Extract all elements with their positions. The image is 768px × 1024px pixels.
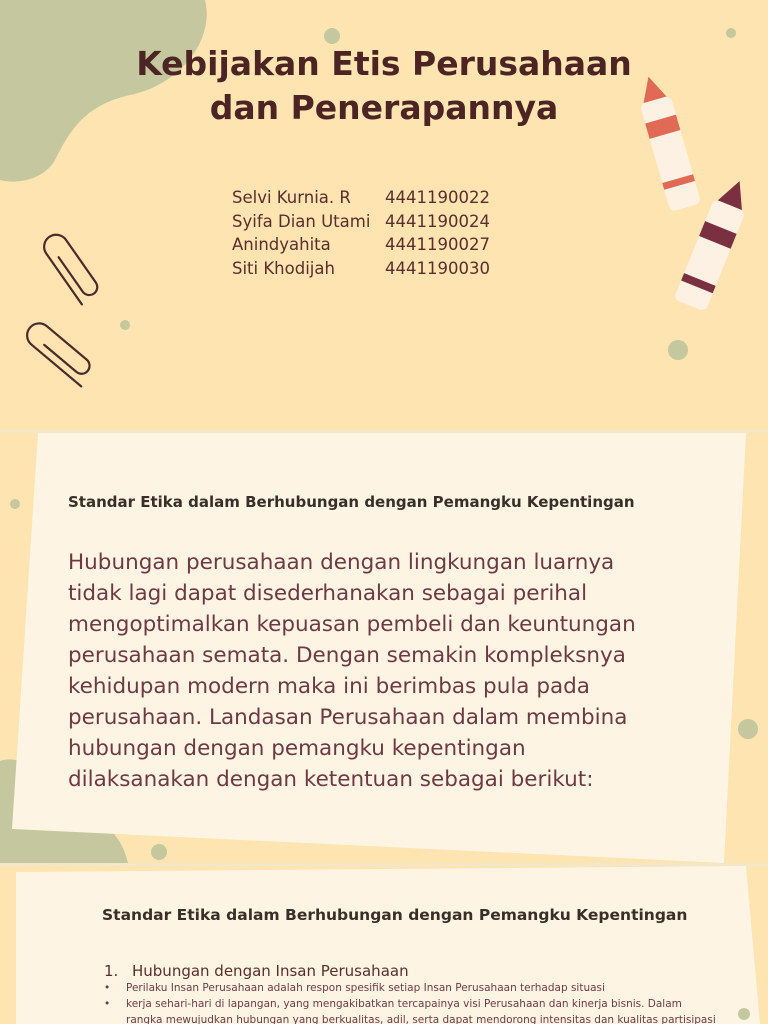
body-line: Hubungan perusahaan dengan lingkungan luarnya bbox=[68, 550, 615, 575]
body-line: hubungan dengan pemangku kepentingan bbox=[68, 736, 526, 761]
crayon-icon bbox=[668, 172, 758, 322]
bullet-icon: • bbox=[104, 998, 111, 1010]
paperclip-icon bbox=[12, 308, 102, 398]
decorative-dot bbox=[118, 318, 132, 332]
bullet-text: Perilaku Insan Perusahaan adalah respon spesifik setiap Insan Perusahaan terhadap situasi bbox=[126, 982, 605, 994]
body-line: mengoptimalkan kepuasan pembeli dan keuntungan bbox=[68, 612, 636, 637]
member-id: 4441190030 bbox=[385, 258, 490, 278]
member-id: 4441190024 bbox=[385, 211, 490, 231]
list-item-title bbox=[104, 962, 409, 980]
paperclip-icon bbox=[30, 225, 110, 315]
member-row bbox=[232, 257, 490, 281]
body-line: tidak lagi dapat disederhanakan sebagai perihal bbox=[68, 581, 588, 606]
member-row bbox=[232, 210, 490, 234]
member-list bbox=[232, 186, 490, 280]
bullet-line bbox=[104, 1013, 716, 1024]
member-name: Anindyahita bbox=[232, 235, 331, 254]
member-id: 4441190022 bbox=[385, 188, 490, 207]
content-slide bbox=[0, 433, 768, 863]
list-number: 1. bbox=[104, 962, 119, 980]
title-line: dan Penerapannya bbox=[209, 88, 559, 127]
decorative-dot bbox=[736, 1006, 752, 1022]
body-line: perusahaan. Landasan Perusahaan dalam membina bbox=[68, 705, 628, 730]
bullet-icon: • bbox=[104, 982, 111, 994]
body-line: perusahaan semata. Dengan semakin kompleksnya bbox=[68, 643, 626, 668]
member-name: Siti Khodijah bbox=[232, 258, 335, 278]
body-line: kehidupan modern maka ini berimbas pula pada bbox=[68, 674, 590, 699]
content-slide bbox=[0, 866, 768, 1024]
slide-title bbox=[0, 42, 768, 130]
decorative-dot bbox=[724, 26, 738, 40]
member-row bbox=[232, 233, 490, 257]
decorative-dot bbox=[666, 338, 690, 362]
section-heading: Standar Etika dalam Berhubungan dengan Pemangku Kepentingan bbox=[68, 493, 635, 511]
bullet-text: rangka mewujudkan hubungan yang berkualitas, adil, serta dapat mendorong intensitas dan kualitas partisipasi bbox=[126, 1014, 716, 1024]
bullet-text: kerja sehari-hari di lapangan, yang mengakibatkan tercapainya visi Perusahaan dan kinerja bisnis. Dalam bbox=[126, 998, 682, 1010]
list-title-text: Hubungan dengan Insan Perusahaan bbox=[132, 962, 409, 980]
title-slide bbox=[0, 0, 768, 430]
body-paragraph bbox=[68, 547, 688, 795]
bullet-line bbox=[104, 997, 682, 1012]
section-heading: Standar Etika dalam Berhubungan dengan Pemangku Kepentingan bbox=[102, 906, 688, 924]
member-id: 4441190027 bbox=[385, 235, 490, 254]
body-line: dilaksanakan dengan ketentuan sebagai berikut: bbox=[68, 767, 594, 792]
title-line: Kebijakan Etis Perusahaan bbox=[136, 44, 632, 83]
member-name: Selvi Kurnia. R bbox=[232, 188, 351, 207]
member-row bbox=[232, 186, 490, 210]
member-name: Syifa Dian Utami bbox=[232, 211, 371, 231]
bullet-line bbox=[104, 981, 605, 996]
